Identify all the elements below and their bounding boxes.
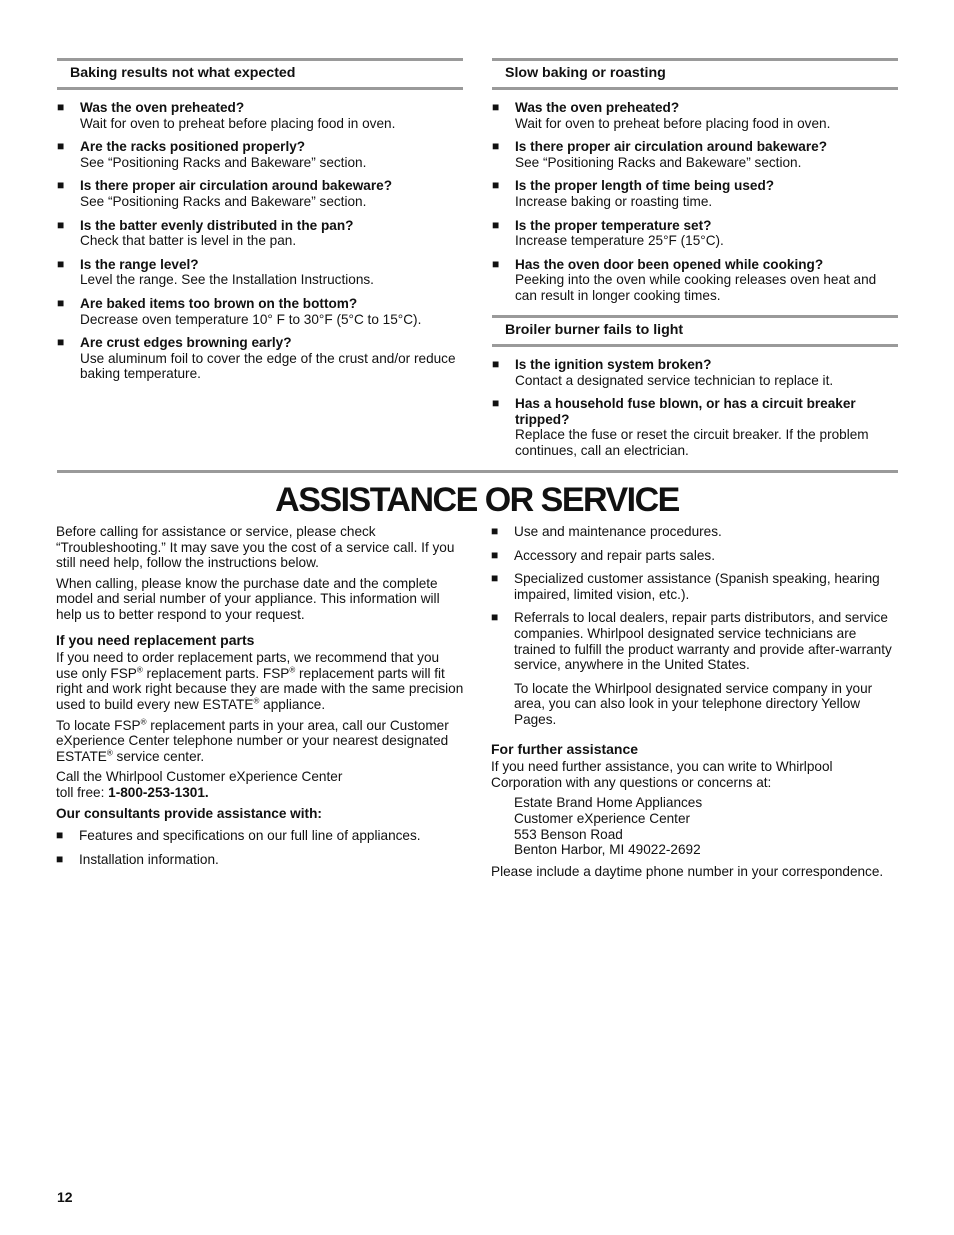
list-item: ■ Accessory and repair parts sales. — [491, 547, 715, 563]
list-item: ■ Referrals to local dealers, repair parts distributors, and service companies. Whirlpool designated service technicians are trained to fulfill the product warranty and provide after-warranty service, anywhere in the United States. — [491, 610, 892, 673]
bullet-icon: ■ — [57, 100, 65, 114]
address-line: Benton Harbor, MI 49022-2692 — [514, 842, 701, 858]
bullet-icon: ■ — [491, 547, 499, 562]
bullet-icon: ■ — [57, 295, 65, 310]
intro-paragraph-2: When calling, please know the purchase date and the complete model and serial number of your appliance. This information will help us to better respond to your request. — [56, 575, 440, 622]
bullet-icon: ■ — [57, 217, 65, 232]
bullet-icon: ■ — [492, 217, 500, 232]
slow-heading: Slow baking or roasting — [492, 58, 898, 90]
list-item: ■ Is the batter evenly distributed in the pan? Check that batter is level in the pan. — [57, 217, 354, 249]
bullet-icon: ■ — [492, 396, 500, 411]
bullet-icon: ■ — [57, 178, 65, 193]
list-item: ■ Is the range level? Level the range. See the Installation Instructions. — [57, 256, 374, 288]
list-item: ■ Are the racks positioned properly? See “Positioning Racks and Bakeware” section. — [57, 139, 367, 170]
consult-list-right — [491, 524, 901, 673]
registered-mark: ® — [136, 665, 143, 675]
list-item: ■ Is the ignition system broken? Contact a designated service technician to replace it. — [492, 357, 834, 388]
registered-mark: ® — [140, 717, 147, 726]
slow-section — [492, 58, 898, 312]
intro-paragraph-1: Before calling for assistance or service, please check “Troubleshooting.” It may save you the cost of a service call. If you still need help, follow the instructions below. — [56, 524, 455, 571]
list-item: ■ Are baked items too brown on the bottom? Decrease oven temperature 10° F to 30°F (5°C to 15°C). — [57, 295, 422, 327]
list-item: ■ Features and specifications on our full line of appliances. — [56, 828, 421, 844]
registered-mark: ® — [289, 665, 296, 675]
call-paragraph: Call the Whirlpool Customer eXperience Center toll free: 1-800-253-1301. — [56, 769, 343, 800]
bullet-icon: ■ — [491, 610, 499, 625]
parts-heading: If you need replacement parts — [56, 631, 255, 648]
baking-heading: Baking results not what expected — [57, 58, 463, 90]
assist-right-column — [491, 524, 901, 884]
parts-paragraph-2: To locate FSP® replacement parts in your area, call our Customer eXperience Center telephone number or your nearest designated ESTATE® service center. — [56, 717, 449, 764]
list-item: ■ Use and maintenance procedures. — [491, 524, 722, 539]
locate-paragraph: To locate the Whirlpool designated service company in your area, you can also look in your telephone directory Yellow Pages. — [514, 680, 873, 727]
list-item: ■ Is there proper air circulation around bakeware? See “Positioning Racks and Bakeware” section. — [57, 178, 392, 209]
list-item: ■ Is there proper air circulation around bakeware? See “Positioning Racks and Bakeware” section. — [492, 139, 827, 170]
assist-left-column — [56, 524, 464, 875]
page-title: ASSISTANCE OR SERVICE — [275, 481, 679, 519]
list-item: ■ Installation information. — [56, 851, 219, 867]
broiler-heading: Broiler burner fails to light — [492, 315, 898, 347]
further-paragraph: If you need further assistance, you can write to Whirlpool Corporation with any questions or concerns at: — [491, 759, 833, 790]
parts-paragraph-1: If you need to order replacement parts, we recommend that you use only FSP® replacement parts. FSP® replacement parts will fit right and work right because they are made with the same precision used to build every new ESTATE® appliance. — [56, 650, 464, 712]
address-line: 553 Benson Road — [514, 826, 623, 842]
bullet-icon: ■ — [491, 571, 499, 586]
list-item: ■ Has a household fuse blown, or has a circuit breaker tripped? Replace the fuse or reset the circuit breaker. If the problem continues, call an electrician. — [492, 396, 869, 458]
bullet-icon: ■ — [57, 139, 65, 154]
list-item: ■ Has the oven door been opened while cooking? Peeking into the oven while cooking releases oven heat and can result in longer cooking times. — [492, 256, 877, 303]
page-number: 12 — [57, 1189, 73, 1205]
consult-list-left — [56, 828, 464, 867]
broiler-list — [492, 357, 898, 459]
bullet-icon: ■ — [56, 851, 64, 866]
slow-list — [492, 100, 898, 304]
phone-number: 1-800-253-1301. — [108, 784, 209, 800]
registered-mark: ® — [106, 748, 113, 758]
address-line: Customer eXperience Center — [514, 810, 691, 826]
section-divider — [57, 470, 898, 473]
address-line: Estate Brand Home Appliances — [514, 795, 703, 811]
bullet-icon: ■ — [56, 828, 64, 843]
baking-list — [57, 100, 463, 382]
list-item: ■ Are crust edges browning early? Use aluminum foil to cover the edge of the crust and/or reduce baking temperature. — [57, 335, 456, 382]
baking-section — [57, 58, 463, 390]
list-item: ■ Is the proper temperature set? Increase temperature 25°F (15°C). — [492, 217, 724, 249]
bullet-icon: ■ — [57, 335, 65, 350]
bullet-icon: ■ — [492, 256, 500, 271]
bullet-icon: ■ — [492, 139, 500, 154]
closing-paragraph: Please include a daytime phone number in your correspondence. — [491, 863, 884, 879]
consult-heading: Our consultants provide assistance with: — [56, 805, 322, 821]
mailing-address — [491, 795, 901, 857]
bullet-icon: ■ — [492, 357, 500, 371]
broiler-section — [492, 315, 898, 467]
list-item: ■ Specialized customer assistance (Spanish speaking, hearing impaired, limited vision, etc.). — [491, 571, 880, 602]
further-heading: For further assistance — [491, 740, 639, 757]
list-item: ■ Was the oven preheated? Wait for oven to preheat before placing food in oven. — [492, 100, 831, 131]
bullet-icon: ■ — [491, 524, 499, 538]
list-item: ■ Is the proper length of time being used? Increase baking or roasting time. — [492, 178, 775, 209]
list-item: ■ Was the oven preheated? Wait for oven to preheat before placing food in oven. — [57, 100, 396, 131]
bullet-icon: ■ — [57, 256, 65, 271]
bullet-icon: ■ — [492, 178, 500, 193]
bullet-icon: ■ — [492, 100, 500, 114]
registered-mark: ® — [253, 696, 260, 706]
